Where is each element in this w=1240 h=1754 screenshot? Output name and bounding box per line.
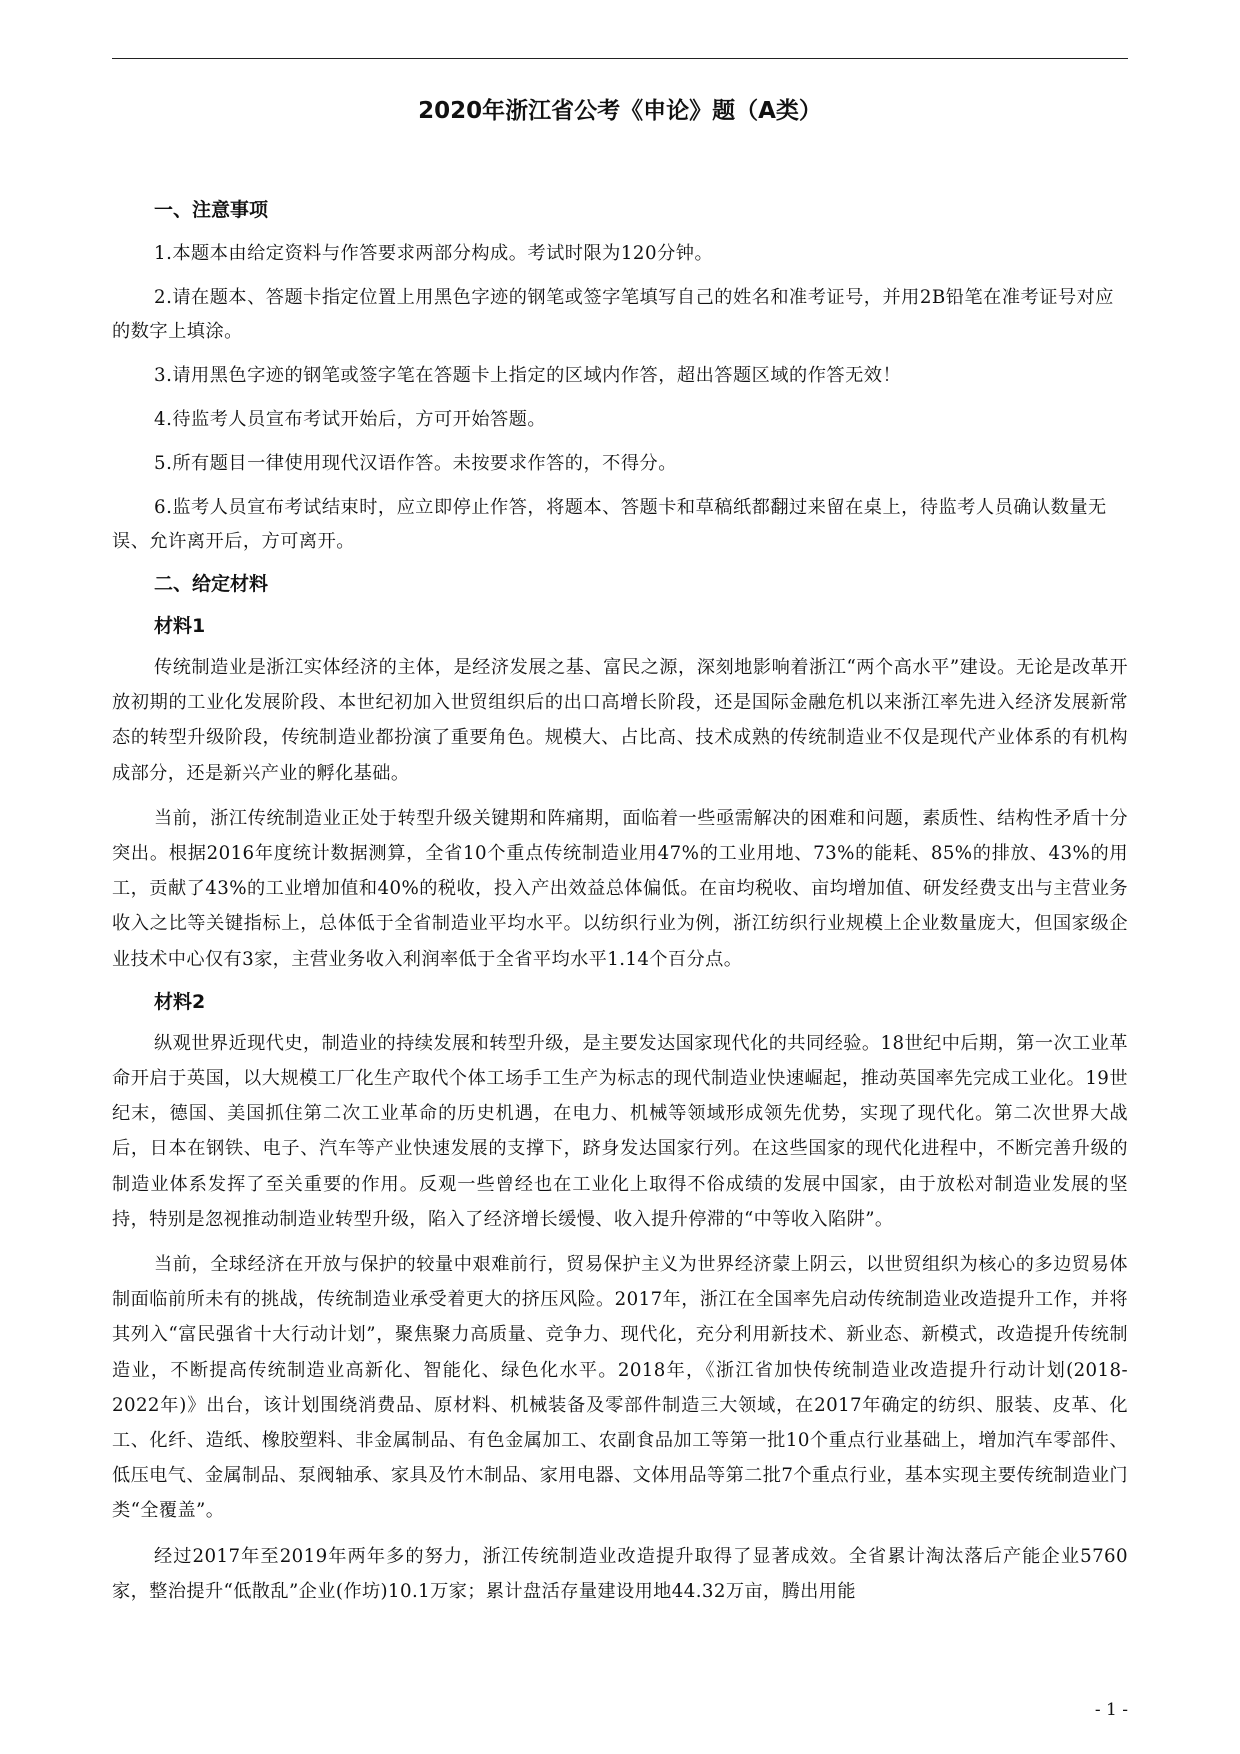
material-1-paragraph-1: 传统制造业是浙江实体经济的主体，是经济发展之基、富民之源，深刻地影响着浙江“两个高水平”建设。无论是改革开放初期的工业化发展阶段、本世纪初加入世贸组织后的出口高增长阶段，还是国际金融危机以来浙江率先进入经济发展新常态的转型升级阶段，传统制造业都扮演了重要角色。规模大、占比高、技术成熟的传统制造业不仅是现代产业体系的有机构成部分，还是新兴产业的孵化基础。 xyxy=(112,657,1128,784)
materials-heading: 二、给定材料 xyxy=(154,573,269,595)
note-item-1: 1.本题本由给定资料与作答要求两部分构成。考试时限为120分钟。 xyxy=(154,243,714,264)
note-item-6: 6.监考人员宣布考试结束时，应立即停止作答，将题本、答题卡和草稿纸都翻过来留在桌上，待监考人员确认数量无误、允许离开后，方可离开。 xyxy=(112,497,1107,552)
note-item-4: 4.待监考人员宣布考试开始后，方可开始答题。 xyxy=(154,409,547,430)
material-1-paragraph-2: 当前，浙江传统制造业正处于转型升级关键期和阵痛期，面临着一些亟需解决的困难和问题，素质性、结构性矛盾十分突出。根据2016年度统计数据测算，全省10个重点传统制造业用47%的工业用地、73%的能耗、85%的排放、43%的用工，贡献了43%的工业增加值和40%的税收，投入产出效益总体偏低。在亩均税收、亩均增加值、研发经费支出与主营业务收入之比等关键指标上，总体低于全省制造业平均水平。以纺织行业为例，浙江纺织行业规模上企业数量庞大，但国家级企业技术中心仅有3家，主营业务收入利润率低于全省平均水平1.14个百分点。 xyxy=(112,807,1128,970)
material-1-heading: 材料1 xyxy=(154,615,206,637)
notes-heading: 一、注意事项 xyxy=(154,199,269,221)
note-item-2: 2.请在题本、答题卡指定位置上用黑色字迹的钢笔或签字笔填写自己的姓名和准考证号，并用2B铅笔在准考证号对应的数字上填涂。 xyxy=(112,287,1114,342)
page-number: - 1 - xyxy=(1094,1700,1128,1720)
material-2-heading: 材料2 xyxy=(154,990,206,1013)
page-title: 2020年浙江省公考《申论》题（A类） xyxy=(418,98,822,124)
header-rule xyxy=(112,58,1128,59)
material-2-paragraph-1: 纵观世界近现代史，制造业的持续发展和转型升级，是主要发达国家现代化的共同经验。18世纪中后期，第一次工业革命开启于英国，以大规模工厂化生产取代个体工场手工生产为标志的现代制造业快速崛起，推动英国率先完成工业化。19世纪末，德国、美国抓住第二次工业革命的历史机遇，在电力、机械等领域形成领先优势，实现了现代化。第二次世界大战后，日本在钢铁、电子、汽车等产业快速发展的支撑下，跻身发达国家行列。在这些国家的现代化进程中，不断完善升级的制造业体系发挥了至关重要的作用。反观一些曾经也在工业化上取得不俗成绩的发展中国家，由于放松对制造业发展的坚持，特别是忽视推动制造业转型升级，陷入了经济增长缓慢、收入提升停滞的“中等收入陷阱”。 xyxy=(112,1032,1128,1230)
note-item-5: 5.所有题目一律使用现代汉语作答。未按要求作答的，不得分。 xyxy=(154,453,677,474)
note-item-3: 3.请用黑色字迹的钢笔或签字笔在答题卡上指定的区域内作答，超出答题区域的作答无效！ xyxy=(154,365,902,386)
document-body xyxy=(112,195,1128,1619)
material-2-paragraph-2: 当前，全球经济在开放与保护的较量中艰难前行，贸易保护主义为世界经济蒙上阴云，以世贸组织为核心的多边贸易体制面临前所未有的挑战，传统制造业承受着更大的挤压风险。2017年，浙江在全国率先启动传统制造业改造提升工作，并将其列入“富民强省十大行动计划”，聚焦聚力高质量、竞争力、现代化，充分利用新技术、新业态、新模式，改造提升传统制造业，不断提高传统制造业高新化、智能化、绿色化水平。2018年，《浙江省加快传统制造业改造提升行动计划(2018-2022年)》出台，该计划围绕消费品、原材料、机械装备及零部件制造三大领域，在2017年确定的纺织、服装、皮革、化工、化纤、造纸、橡胶塑料、非金属制品、有色金属加工、农副食品加工等第一批10个重点行业基础上，增加汽车零部件、低压电气、金属制品、泵阀轴承、家具及竹木制品、家用电器、文体用品等第二批7个重点行业，基本实现主要传统制造业门类“全覆盖”。 xyxy=(112,1254,1128,1522)
material-2-paragraph-3: 经过2017年至2019年两年多的努力，浙江传统制造业改造提升取得了显著成效。全省累计淘汰落后产能企业5760家，整治提升“低散乱”企业(作坊)10.1万家；累计盘活存量建设用地44.32万亩，腾出用能 xyxy=(112,1545,1128,1602)
